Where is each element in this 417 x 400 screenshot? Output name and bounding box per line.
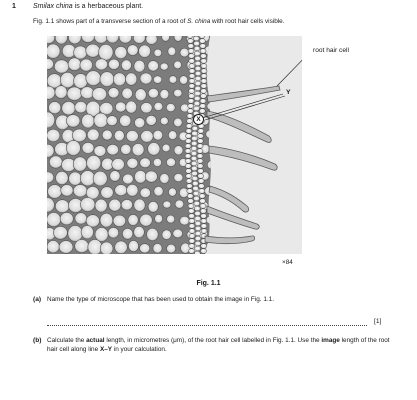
- cortex-cell: [123, 174, 134, 184]
- cortex-cell: [167, 215, 175, 223]
- cortex-cell: [128, 241, 138, 252]
- epidermis-cell: [201, 79, 207, 84]
- cortex-cell: [47, 213, 61, 227]
- cortex-cell: [47, 129, 60, 142]
- point-y-label: Y: [286, 89, 291, 96]
- cortex-cell: [180, 48, 189, 57]
- epidermis-cell: [189, 84, 195, 89]
- cortex-cell: [160, 89, 169, 99]
- cortex-cell: [122, 228, 133, 239]
- cortex-cell: [155, 214, 163, 223]
- part-b-text-1: Calculate the: [47, 337, 87, 344]
- cortex-cell: [167, 244, 176, 253]
- cortex-cell: [127, 45, 138, 56]
- cortex-cell: [66, 115, 80, 128]
- cortex-cell: [174, 146, 183, 155]
- cortex-cell: [132, 144, 144, 156]
- figure-intro: [33, 18, 285, 25]
- epidermis-cell: [198, 134, 204, 139]
- cortex-cell: [135, 170, 147, 183]
- cortex-cell: [168, 47, 176, 56]
- epidermis-cell: [200, 44, 206, 49]
- epidermis-cell: [195, 226, 201, 231]
- epidermis-cell: [200, 99, 206, 104]
- part-a-marks: [1]: [374, 318, 382, 325]
- epidermis-cell: [199, 36, 205, 38]
- cortex-cell: [174, 89, 182, 97]
- epidermis-cell: [194, 41, 200, 46]
- cortex-cell: [121, 144, 131, 154]
- epidermis-cell: [189, 234, 195, 239]
- cortex-cell: [59, 241, 73, 254]
- cortex-cell: [100, 242, 113, 254]
- cortex-cell: [75, 213, 87, 224]
- epidermis-cell: [185, 149, 191, 154]
- cortex-cell: [54, 60, 69, 73]
- epidermis-cell: [194, 206, 200, 211]
- cortex-cell: [113, 73, 125, 86]
- point-x-label: X: [193, 114, 204, 125]
- epidermis-cell: [192, 131, 198, 136]
- part-b-question: [47, 337, 397, 354]
- cortex-cell: [49, 102, 61, 114]
- cortex-cell: [60, 72, 74, 88]
- epidermis-cell: [197, 159, 203, 164]
- cortex-cell: [113, 215, 126, 227]
- part-a-label: (a): [33, 296, 42, 303]
- part-b-bold-image: image: [321, 337, 340, 344]
- part-b-text-4: in your calculation.: [112, 345, 167, 353]
- cortex-cell: [82, 142, 94, 153]
- epidermis-cell: [201, 84, 207, 89]
- epidermis-cell: [189, 224, 195, 229]
- epidermis-cell: [189, 229, 195, 234]
- cortex-cell: [109, 199, 121, 211]
- cortex-cell: [47, 44, 60, 58]
- cortex-cell: [73, 185, 87, 197]
- epidermis-cell: [189, 244, 195, 249]
- cortex-cell: [140, 158, 151, 168]
- cortex-cell: [121, 60, 131, 71]
- species-name: Smilax china: [33, 3, 73, 10]
- magnification-label: ×84: [282, 259, 293, 266]
- epidermis-cell: [189, 214, 195, 219]
- cortex-cell: [61, 185, 73, 197]
- epidermis-cell: [189, 59, 195, 64]
- cortex-cell: [81, 87, 94, 99]
- epidermis-cell: [187, 189, 193, 194]
- cortex-cell: [174, 61, 182, 69]
- part-b-text-3: length of the root hair cell along line: [47, 337, 390, 353]
- cortex-cell: [115, 241, 128, 254]
- cortex-cell: [80, 198, 95, 212]
- cortex-cell: [100, 213, 113, 227]
- epidermis-cell: [192, 171, 198, 176]
- epidermis-cell: [201, 249, 207, 254]
- cortex-cell: [95, 228, 108, 242]
- cortex-cell: [179, 188, 188, 198]
- cortex-cell: [101, 187, 114, 199]
- epidermis-cell: [199, 39, 205, 44]
- epidermis-cell: [199, 109, 205, 114]
- cortex-cell: [140, 188, 151, 198]
- epidermis-cell: [201, 229, 207, 234]
- cortex-cell: [100, 72, 114, 87]
- cortex-cell: [146, 115, 157, 125]
- cortex-cell: [141, 131, 154, 143]
- epidermis-cell: [201, 64, 207, 69]
- epidermis-cell: [195, 76, 201, 81]
- epidermis-cell: [187, 109, 193, 114]
- cortex-cell: [180, 216, 190, 225]
- epidermis-cell: [189, 249, 195, 254]
- cortex-cell: [108, 59, 119, 69]
- cortex-cell: [115, 185, 127, 196]
- cortex-cell: [154, 186, 163, 196]
- cortex-cell: [148, 143, 160, 156]
- cortex-cell: [122, 88, 133, 99]
- epidermis-cell: [200, 204, 206, 209]
- cortex-cell: [162, 230, 171, 240]
- epidermis-cell: [191, 166, 197, 171]
- epidermis-cell: [195, 91, 201, 96]
- epidermis-cell: [199, 189, 205, 194]
- epidermis-cell: [194, 46, 200, 51]
- epidermis-cell: [188, 209, 194, 214]
- cortex-cell: [114, 130, 124, 141]
- epidermis-cell: [187, 114, 193, 119]
- cortex-cell: [121, 200, 132, 211]
- epidermis-cell: [189, 79, 195, 84]
- cortex-cell: [67, 87, 82, 101]
- epidermis-cell: [188, 94, 194, 99]
- epidermis-cell: [189, 239, 195, 244]
- epidermis-cell: [189, 74, 195, 79]
- epidermis-cell: [186, 129, 192, 134]
- cortex-cell: [115, 46, 127, 58]
- epidermis-cell: [191, 136, 197, 141]
- cortex-cell: [73, 157, 87, 172]
- cortex-cell: [127, 158, 138, 168]
- epidermis-cell: [195, 56, 201, 61]
- epidermis-cell: [194, 106, 200, 111]
- epidermis-cell: [197, 164, 203, 169]
- epidermis-cell: [187, 39, 193, 44]
- epidermis-cell: [191, 146, 197, 151]
- cortex-cell: [68, 58, 81, 71]
- cortex-cell: [148, 88, 158, 98]
- epidermis-cell: [195, 86, 201, 91]
- epidermis-cell: [201, 74, 207, 79]
- epidermis-cell: [201, 214, 207, 219]
- part-b-bold-xy: X–Y: [99, 345, 113, 353]
- epidermis-cell: [186, 174, 192, 179]
- epidermis-cell: [187, 36, 193, 38]
- cortex-cell: [93, 171, 107, 186]
- part-b-bold-actual: actual: [86, 337, 105, 344]
- epidermis-cell: [191, 141, 197, 146]
- epidermis-cell: [193, 186, 199, 191]
- epidermis-cell: [188, 99, 194, 104]
- cortex-cell: [154, 49, 162, 57]
- epidermis-cell: [186, 184, 192, 189]
- cortex-cell: [169, 76, 177, 84]
- cortex-cell: [49, 156, 62, 168]
- cortex-cell: [153, 130, 163, 140]
- cortex-cell: [135, 89, 146, 101]
- cortex-cell: [154, 102, 163, 110]
- cortex-cell: [68, 226, 83, 242]
- cortex-cell: [148, 61, 159, 72]
- epidermis-cell: [188, 199, 194, 204]
- epidermis-cell: [195, 241, 201, 246]
- cortex-cell: [102, 130, 112, 140]
- cortex-cell: [55, 200, 69, 213]
- cortex-cell: [134, 118, 144, 128]
- epidermis-cell: [188, 54, 194, 59]
- cortex-cell: [74, 46, 87, 59]
- cortex-cell: [107, 116, 118, 126]
- epidermis-cell: [200, 49, 206, 54]
- epidermis-cell: [200, 54, 206, 59]
- cortex-cell: [175, 200, 184, 208]
- epidermis-cell: [195, 246, 201, 251]
- cortex-cell: [99, 44, 114, 60]
- epidermis-cell: [186, 179, 192, 184]
- epidermis-cell: [194, 51, 200, 56]
- epidermis-cell: [193, 196, 199, 201]
- epidermis-cell: [200, 199, 206, 204]
- cortex-cell: [134, 60, 145, 72]
- epidermis-cell: [200, 104, 206, 109]
- cortex-cell: [126, 131, 138, 142]
- epidermis-cell: [189, 219, 195, 224]
- cortex-cell: [72, 129, 86, 142]
- epidermis-cell: [201, 244, 207, 249]
- epidermis-cell: [198, 129, 204, 134]
- epidermis-cell: [186, 134, 192, 139]
- cortex-cell: [95, 59, 107, 70]
- epidermis-cell: [185, 139, 191, 144]
- cortex-cell: [87, 155, 101, 170]
- cortex-cell: [160, 63, 168, 70]
- cortex-cell: [173, 229, 183, 238]
- cortex-cell: [86, 71, 101, 86]
- question-intro: [33, 3, 143, 10]
- cortex-cell: [140, 214, 153, 226]
- epidermis-cell: [200, 209, 206, 214]
- epidermis-cell: [197, 154, 203, 159]
- epidermis-cell: [194, 101, 200, 106]
- cortex-cell: [75, 102, 87, 113]
- cortex-cell: [86, 44, 100, 57]
- epidermis-cell: [195, 61, 201, 66]
- root-micrograph: [47, 36, 302, 254]
- cortex-cell: [148, 201, 158, 212]
- cortex-cell: [48, 185, 62, 199]
- epidermis-cell: [186, 169, 192, 174]
- epidermis-cell: [194, 251, 200, 254]
- epidermis-cell: [198, 184, 204, 189]
- cortex-cell: [115, 102, 126, 112]
- cortex-cell: [145, 171, 157, 182]
- cortex-cell: [126, 101, 137, 113]
- part-b-label: (b): [33, 337, 42, 344]
- cortex-cell: [134, 199, 145, 211]
- cortex-cell: [120, 115, 131, 127]
- epidermis-cell: [188, 104, 194, 109]
- cortex-cell: [128, 214, 138, 225]
- epidermis-cell: [188, 204, 194, 209]
- epidermis-cell: [198, 179, 204, 184]
- cortex-cell: [127, 184, 139, 196]
- cortex-cell: [94, 113, 108, 128]
- epidermis-cell: [194, 96, 200, 101]
- cortex-cell: [140, 73, 152, 84]
- cortex-cell: [153, 158, 161, 166]
- epidermis-cell: [194, 201, 200, 206]
- epidermis-cell: [201, 89, 207, 94]
- cortex-cell: [56, 171, 69, 184]
- epidermis-cell: [188, 44, 194, 49]
- cortex-cell: [69, 172, 82, 185]
- epidermis-cell: [187, 119, 193, 124]
- cortex-cell: [53, 226, 67, 239]
- epidermis-cell: [186, 124, 192, 129]
- part-b-text-2: length, in micrometres (μm), of the root hair cell labelled in Fig. 1.1. Use the: [104, 337, 322, 344]
- epidermis-cell: [191, 151, 197, 156]
- cortex-cell: [60, 213, 73, 225]
- epidermis-cell: [193, 36, 199, 41]
- cortex-cell: [80, 59, 93, 71]
- figure-intro-before: Fig. 1.1 shows part of a transverse section of a root of: [33, 18, 188, 25]
- epidermis-cell: [195, 81, 201, 86]
- epidermis-cell: [193, 191, 199, 196]
- cortex-cell: [66, 140, 80, 155]
- cortex-cell: [88, 239, 102, 254]
- cortex-cell: [75, 240, 89, 253]
- cortex-cell: [153, 76, 161, 84]
- epidermis-cell: [197, 149, 203, 154]
- cortex-cell: [112, 159, 125, 171]
- epidermis-cell: [195, 71, 201, 76]
- cortex-cell: [95, 199, 107, 212]
- epidermis-cell: [201, 69, 207, 74]
- epidermis-cell: [192, 176, 198, 181]
- figure-title: Fig. 1.1: [196, 280, 221, 287]
- question-number: 1: [12, 3, 16, 10]
- epidermis-cell: [185, 154, 191, 159]
- epidermis-cell: [185, 144, 191, 149]
- epidermis-cell: [185, 159, 191, 164]
- epidermis-cell: [189, 89, 195, 94]
- cortex-cell: [180, 76, 188, 85]
- part-a-question: Name the type of microscope that has been used to obtain the image in Fig. 1.1.: [47, 296, 275, 303]
- epidermis-cell: [189, 69, 195, 74]
- cortex-cell: [87, 129, 99, 141]
- cortex-cell: [62, 101, 76, 115]
- cortex-cell: [81, 226, 93, 239]
- epidermis-cell: [189, 64, 195, 69]
- cortex-cell: [47, 241, 59, 253]
- epidermis-cell: [195, 231, 201, 236]
- cortex-cell: [107, 144, 119, 155]
- root-hair-cell-label: root hair cell: [313, 47, 349, 54]
- epidermis-cell: [199, 194, 205, 199]
- epidermis-cell: [188, 49, 194, 54]
- cortex-cell: [108, 227, 119, 238]
- cortex-cell: [146, 36, 157, 44]
- cortex-cell: [55, 86, 67, 99]
- epidermis-cell: [187, 194, 193, 199]
- cortex-cell: [139, 45, 151, 58]
- cortex-cell: [147, 228, 159, 241]
- cortex-cell: [174, 173, 183, 181]
- figure-intro-after: with root hair cells visible.: [210, 18, 285, 25]
- figure-intro-species: S. china: [187, 18, 211, 25]
- cortex-cell: [110, 171, 120, 182]
- cortex-cell: [153, 244, 162, 254]
- epidermis-cell: [195, 216, 201, 221]
- cortex-cell: [174, 36, 182, 41]
- epidermis-cell: [198, 169, 204, 174]
- cortex-cell: [160, 117, 168, 125]
- cortex-cell: [86, 215, 99, 227]
- epidermis-cell: [195, 221, 201, 226]
- part-a-answer-line[interactable]: [47, 320, 367, 326]
- cortex-cell: [163, 201, 171, 208]
- epidermis-cell: [201, 59, 207, 64]
- epidermis-cell: [200, 94, 206, 99]
- cortex-cell: [108, 88, 119, 98]
- epidermis-cell: [197, 144, 203, 149]
- cortex-cell: [160, 174, 169, 184]
- cortex-cell: [162, 144, 170, 152]
- cortex-cell: [140, 244, 150, 253]
- cortex-cell: [92, 88, 107, 101]
- epidermis-cell: [201, 219, 207, 224]
- cortex-cell: [141, 103, 153, 114]
- cortex-cell: [74, 74, 88, 89]
- cortex-cell: [168, 188, 176, 196]
- epidermis-cell: [185, 164, 191, 169]
- epidermis-cell: [191, 161, 197, 166]
- epidermis-cell: [201, 224, 207, 229]
- cortex-cell: [168, 131, 177, 140]
- cortex-cell: [126, 73, 137, 86]
- cortex-cell: [166, 103, 175, 111]
- cortex-cell: [94, 146, 106, 157]
- cortex-cell: [82, 114, 95, 128]
- cortex-cell: [166, 158, 175, 167]
- cortex-cell: [134, 226, 145, 238]
- epidermis-cell: [195, 211, 201, 216]
- epidermis-cell: [197, 139, 203, 144]
- epidermis-cell: [191, 156, 197, 161]
- epidermis-cell: [195, 66, 201, 71]
- epidermis-cell: [192, 181, 198, 186]
- intro-text: is a herbaceous plant.: [72, 3, 144, 10]
- epidermis-cell: [198, 174, 204, 179]
- cortex-cell: [174, 118, 183, 127]
- epidermis-cell: [195, 236, 201, 241]
- epidermis-cell: [192, 126, 198, 131]
